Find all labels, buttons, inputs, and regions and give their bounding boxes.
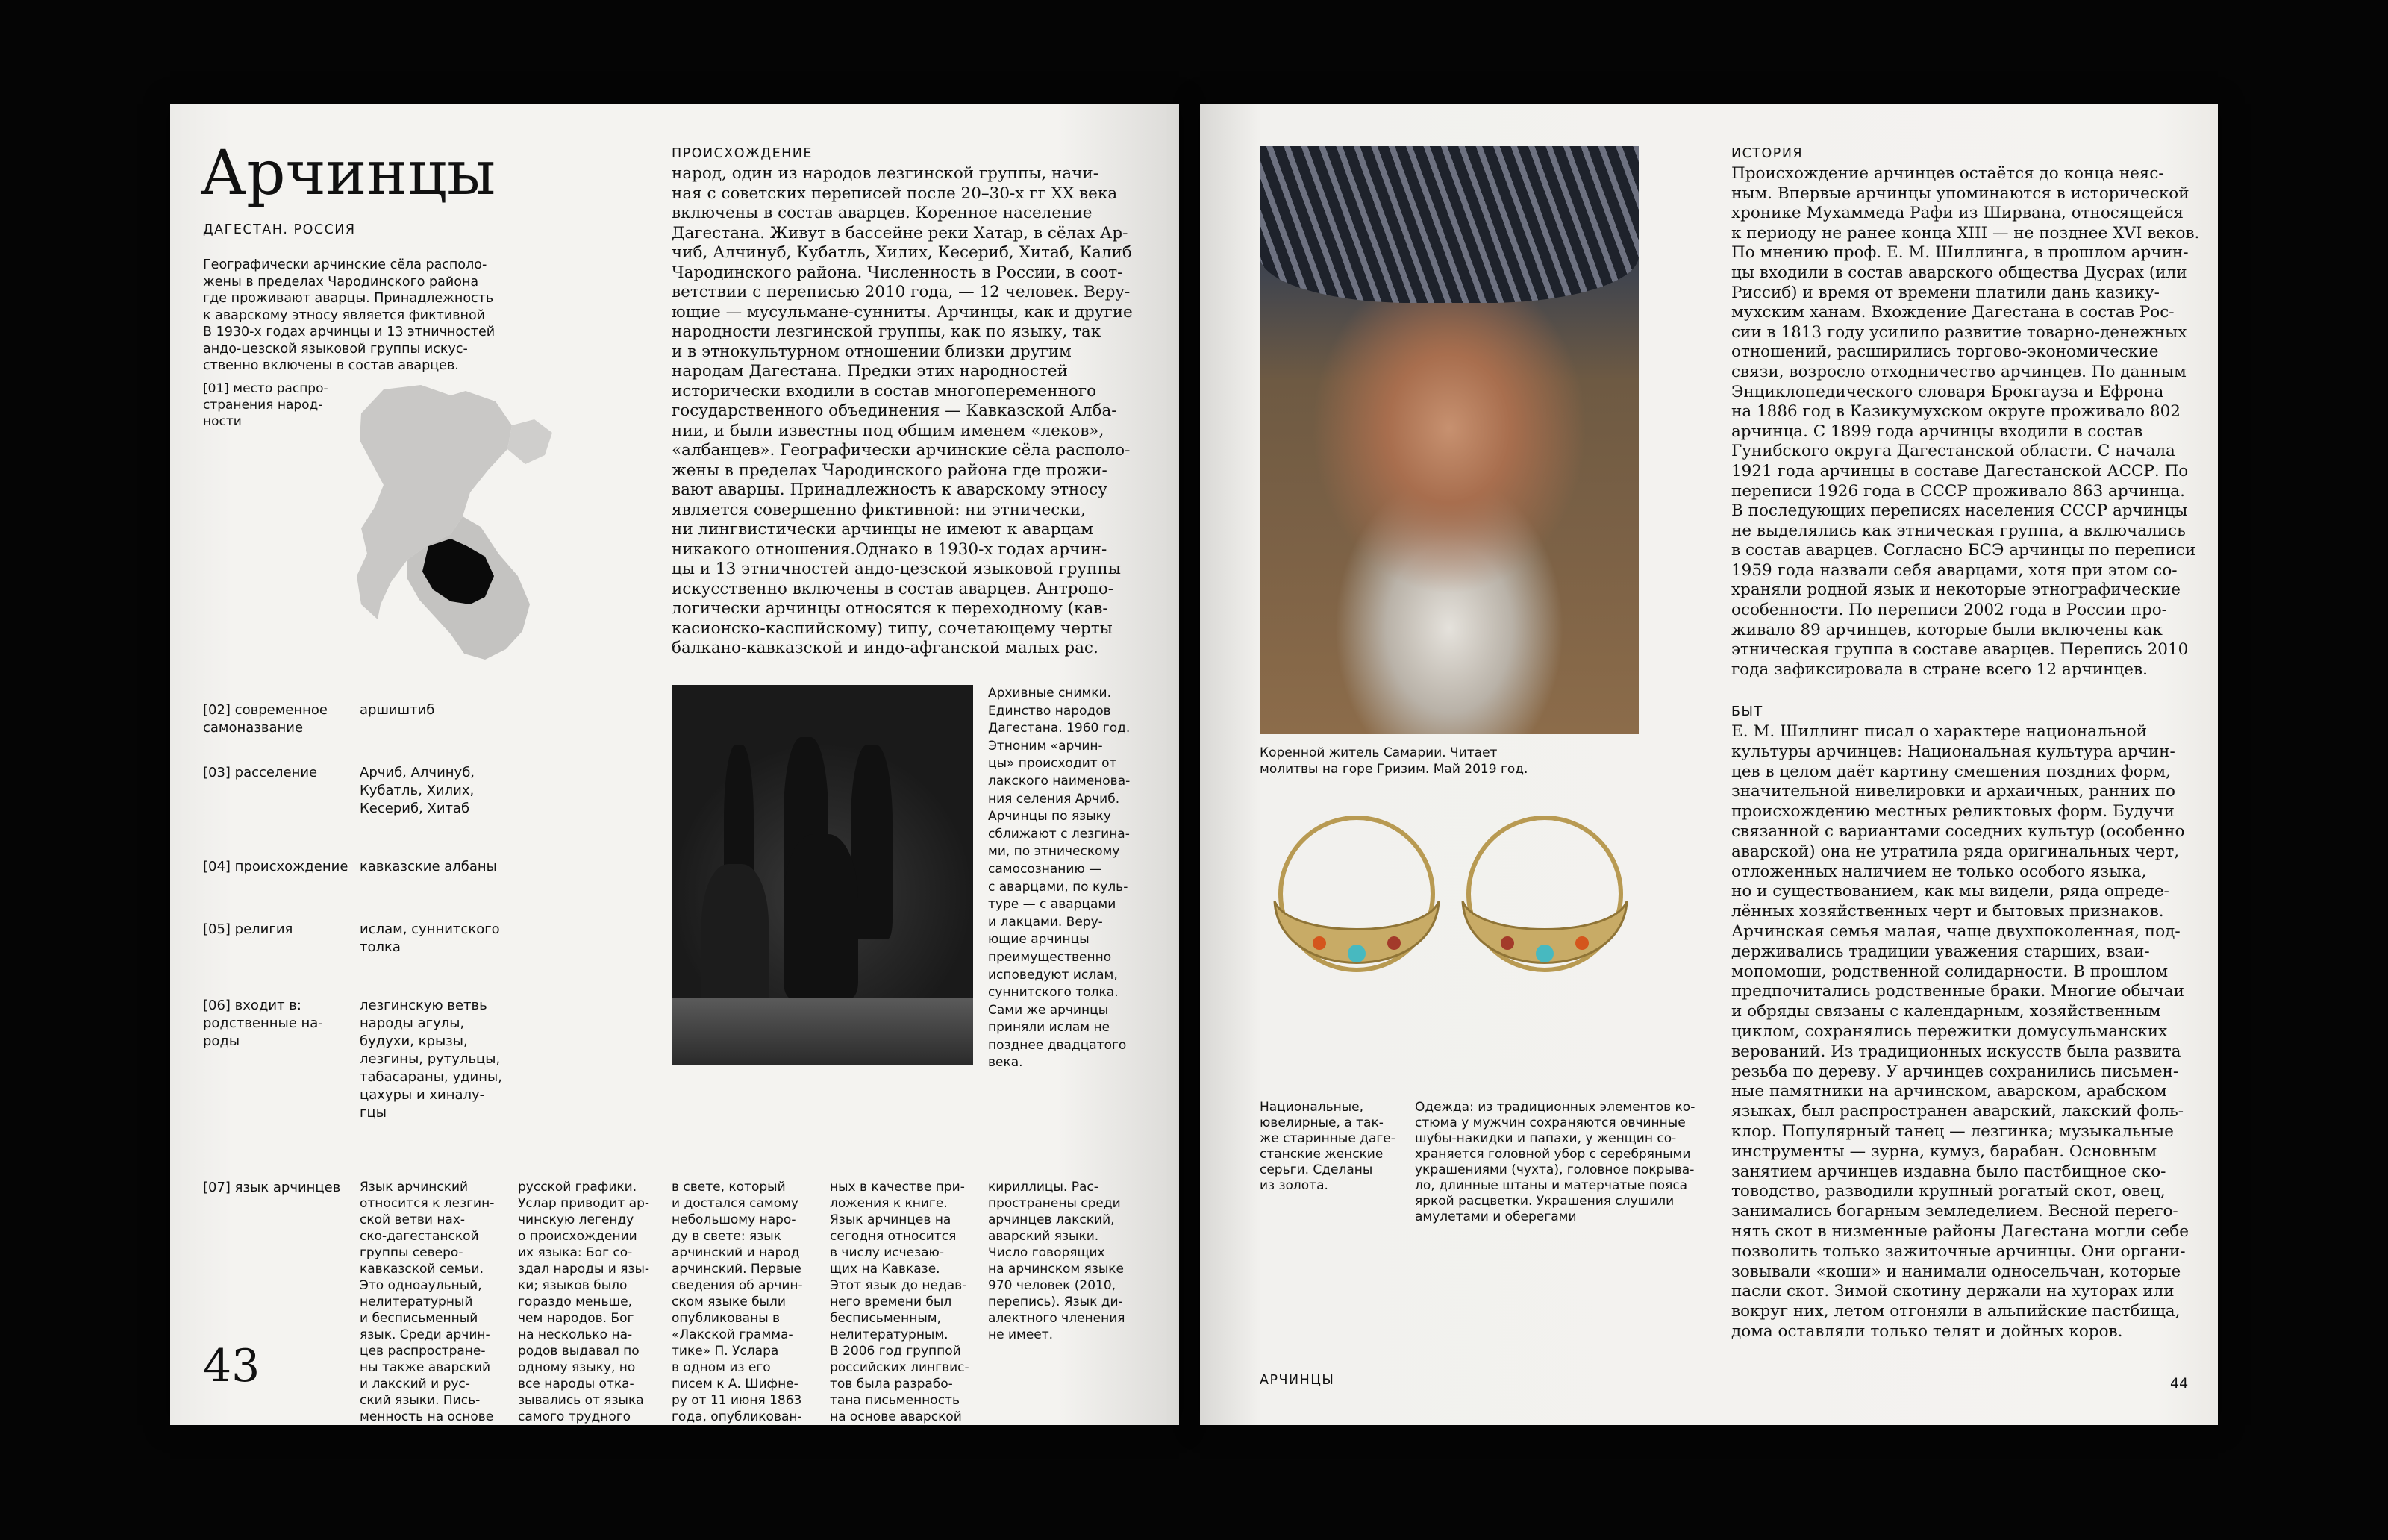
fact-label: [06] входит в: родственные на- роды: [203, 998, 323, 1049]
running-head: АРЧИНЦЫ: [1260, 1373, 1335, 1388]
fact-value: Арчиб, Алчинуб, Кубатль, Хилих, Кесериб, Хитаб: [360, 765, 475, 816]
language-column: ных в качестве при- ложения к книге. Язык арчинцев на сегодня относится в числу исчезаю- щих на Кавказе. Этот язык до недав- него времени был бесписьменным, нелитературным. В 2006 год группой российских лингвис- тов была разрабо- тана письменность на основе аварской: [830, 1180, 969, 1424]
fact-value: кавказские албаны: [360, 859, 497, 874]
archive-photo: [672, 685, 973, 1065]
subtitle: ДАГЕСТАН. РОССИЯ: [203, 222, 356, 237]
origin-heading: ПРОИСХОЖДЕНИЕ: [672, 146, 813, 161]
life-heading: БЫТ: [1731, 704, 1763, 719]
earring-right: [1463, 818, 1627, 970]
fact-label: [04] происхождение: [203, 859, 348, 874]
page-number: 44: [2170, 1375, 2189, 1392]
life-text: Е. М. Шиллинг писал о характере национальной культуры арчинцев: Национальная культура арчин- цев в целом даёт картину смешения поздних форм, значительной нивелировки и архаичных, ранних по происхождению местных реликтовых форм. Будучи связанной с вариантами соседних культур (особенно аварской) она не утратила ряда оригинальных черт, отложенных наличием не только особого языка, но и существованием, как мы видели, ряда опреде- лённых хозяйственных черт и бытовых признаков. Арчинская семья малая, чаще двухпоколенная, под- держивались традиции уважения старших, взаи- мопомощи, родственной солидарности. В прошлом предпочитались родственные браки. Многие обычаи и обряды связаны с календарным, хозяйственным циклом, сохранялись пережитки домусульманских верований. Из традиционных искусств была развита резьба по дереву. У арчинцев сохранились письмен- ные памятники на арчинском, аварском, арабском языках, был распространен аварский, лакский фоль- клор. Популярный танец — лезгинка; музыкальные инструменты — зурна, кумуз, барабан. Основным занятием арчинцев издавна было пастбищное ско- товодство, разводили крупный рогатый скот, овец, занимались богарным земледелием. Весной перего- нять скот в низменные районы Дагестана могли себе позволить только зажиточные арчинцы. Они органи- зовывали «коши» и нанимали односельчан, которые пасли скот. Зимой скотину держали на хуторах или вокруг них, летом отгоняли в альпийские пастбища, дома оставляли только телят и дойных коров.: [1731, 722, 2189, 1341]
page-title: Арчинцы: [200, 138, 496, 209]
fact-value: ислам, суннитского толка: [360, 921, 500, 955]
language-column: русской графики. Услар приводит ар- чинскую легенду о происхождении их языка: Бог со- здал народы и язы- ки; языков было гораздо меньше, чем народов. Бог на несколько на- родов выдавал по одному языку, но все народы отка- зывались от языка самого трудного: [518, 1180, 650, 1424]
language-column: Язык арчинский относится к лезгин- ской ветви нах- ско-дагестанской группы северо- кавказской семьи. Это одноаульный, нелитературный и бесписьменный язык. Среди арчин- цев распростране- ны также аварский и лакский и рус- ский языки. Пись- менность на основе: [360, 1180, 495, 1424]
fact-label: [03] расселение: [203, 765, 318, 780]
earrings-photo: [1260, 812, 1640, 1028]
earrings-caption: Национальные, ювелирные, а так- же старинные даге- станские женские серьги. Сделаны из золота.: [1260, 1100, 1395, 1193]
history-text: Происхождение арчинцев остаётся до конца неяс- ным. Впервые арчинцы упоминаются в исторической хронике Мухаммеда Рафи из Ширвана, относящейся к периоду не ранее конца XIII — не позднее XVI веков. По мнению проф. Е. М. Шиллинга, в прошлом арчин- цы входили в состав аварского общества Дусрах (или Риссиб) и время от времени платили дань казику- мухским ханам. Вхождение Дагестана в состав Рос- сии в 1813 году усилило развитие товарно-денежных отношений, расширились торгово-экономические связи, возросло отходничество арчинцев. По данным Энциклопедического словаря Брокгауза и Ефрона на 1886 год в Казикумухском округе проживало 802 арчинца. С 1899 года арчинцы входили в состав Гунибского округа Дагестанской области. С начала 1921 года арчинцы в составе Дагестанской АССР. По переписи 1926 года в СССР проживало 863 арчинца. В последующих переписях населения СССР арчинцы не выделялись как этническая группа, а включались в состав аварцев. Согласно БСЭ арчинцы по переписи 1959 года назвали себя аварцами, хотя при этом со- храняли родной язык и некоторые этнографические особенности. По переписи 2002 года в России про- живало 89 арчинцев, которые были включены как этническая группа в составе аварцев. Перепись 2010 года зафиксировала в стране всего 12 арчинцев.: [1731, 164, 2200, 679]
fact-label: [05] религия: [203, 921, 293, 937]
left-page: [170, 104, 1179, 1425]
origin-text: народ, один из народов лезгинской группы, начи- ная с советских переписей после 20–30-х гг XX века включены в состав аварцев. Коренное население Дагестана. Живут в бассейне реки Хатар, в сёлах Ар- чиб, Алчинуб, Кубатль, Хилих, Кесериб, Хитаб, Калиб Чародинского района. Численность в России, в соот- ветствии с переписью 2010 года, — 12 человек. Веру- ющие — мусульмане-сунниты. Арчинцы, как и другие народности лезгинской группы, как по языку, так и в этнокультурном отношении близки другим народам Дагестана. Предки этих народностей исторически входили в состав многопеременного государственного объединения — Кавказской Алба- нии, и были известны под общим именем «леков», «албанцев». Географически арчинские сёла располо- жены в пределах Чародинского района где прожи- вают аварцы. Принадлежность к аварскому этносу является совершенно фиктивной: ни этнически, ни лингвистически арчинцы не имеют к аварцам никакого отношения.Однако в 1930-х годах арчин- цы и 13 этничностей андо-цезской языковой группы искусственно включены в состав аварцев. Антропо- логически арчинцы относятся к переходному (кав- касионско-каспийскому) типу, сочетающему черты балкано-кавказской и индо-афганской малых рас.: [672, 164, 1133, 657]
right-page: [1200, 104, 2218, 1425]
earring-left: [1275, 818, 1439, 970]
language-column: кириллицы. Рас- пространены среди арчинцев лакский, аварский языки. Число говорящих на арчинском языке 970 человек (2010, перепись). Язык ди- алектного членения не имеет.: [988, 1180, 1125, 1342]
portrait-caption: Коренной житель Самарии. Читает молитвы на горе Гризим. Май 2019 год.: [1260, 745, 1528, 777]
dagestan-map: [339, 381, 563, 666]
portrait-photo: [1260, 146, 1639, 734]
fact-value: лезгинскую ветвь народы агулы, будухи, крызы, лезгины, рутульцы, табасараны, удины, цахуры и хиналу- гцы: [360, 998, 502, 1121]
map-label: [01] место распро- странения народ- ности: [203, 381, 328, 429]
history-heading: ИСТОРИЯ: [1731, 146, 1804, 161]
clothes-caption: Одежда: из традиционных элементов ко- стюма у мужчин сохраняются овчинные шубы-накидки и папахи, у женщин со- храняется головной убор с серебряными украшениями (чухта), головное покрыва- ло, длинные штаны и матерчатые пояса яркой расцветки. Украшения слушили амулетами и оберегами: [1415, 1100, 1695, 1224]
page-number: 43: [203, 1340, 260, 1392]
archive-caption: Архивные снимки. Единство народов Дагестана. 1960 год. Этноним «арчин- цы» происходит от лакского наименова- ния селения Арчиб. Арчинцы по языку сближают с лезгина- ми, по этническому самосознанию — с аварцами, по куль- туре — с аварцами и лакцами. Веру- ющие арчинцы преимущественно исповедуют ислам, суннитского толка. Сами же арчинцы приняли ислам не позднее двадцатого века.: [988, 686, 1131, 1071]
fact-value: аршиштиб: [360, 702, 435, 718]
language-column: в свете, который и достался самому небольшому наро- ду в свете: язык арчинский и народ арчинский. Первые сведения об арчин- ском языке были опубликованы в «Лакской граммa- тике» П. Услара в одном из его писем к А. Шифне- ру от 11 июня 1863 года, опубликован-: [672, 1180, 803, 1424]
fact-label: [07] язык арчинцев: [203, 1180, 341, 1195]
intro-text: Географически арчинские сёла располо- жены в пределах Чародинского района где проживают аварцы. Принадлежность к аварскому этносу является фиктивной В 1930-х годах арчинцы и 13 этничностей андо-цезской языковой группы искус- ственно включены в состав аварцев.: [203, 257, 496, 373]
fact-label: [02] современное самоназвание: [203, 702, 328, 736]
